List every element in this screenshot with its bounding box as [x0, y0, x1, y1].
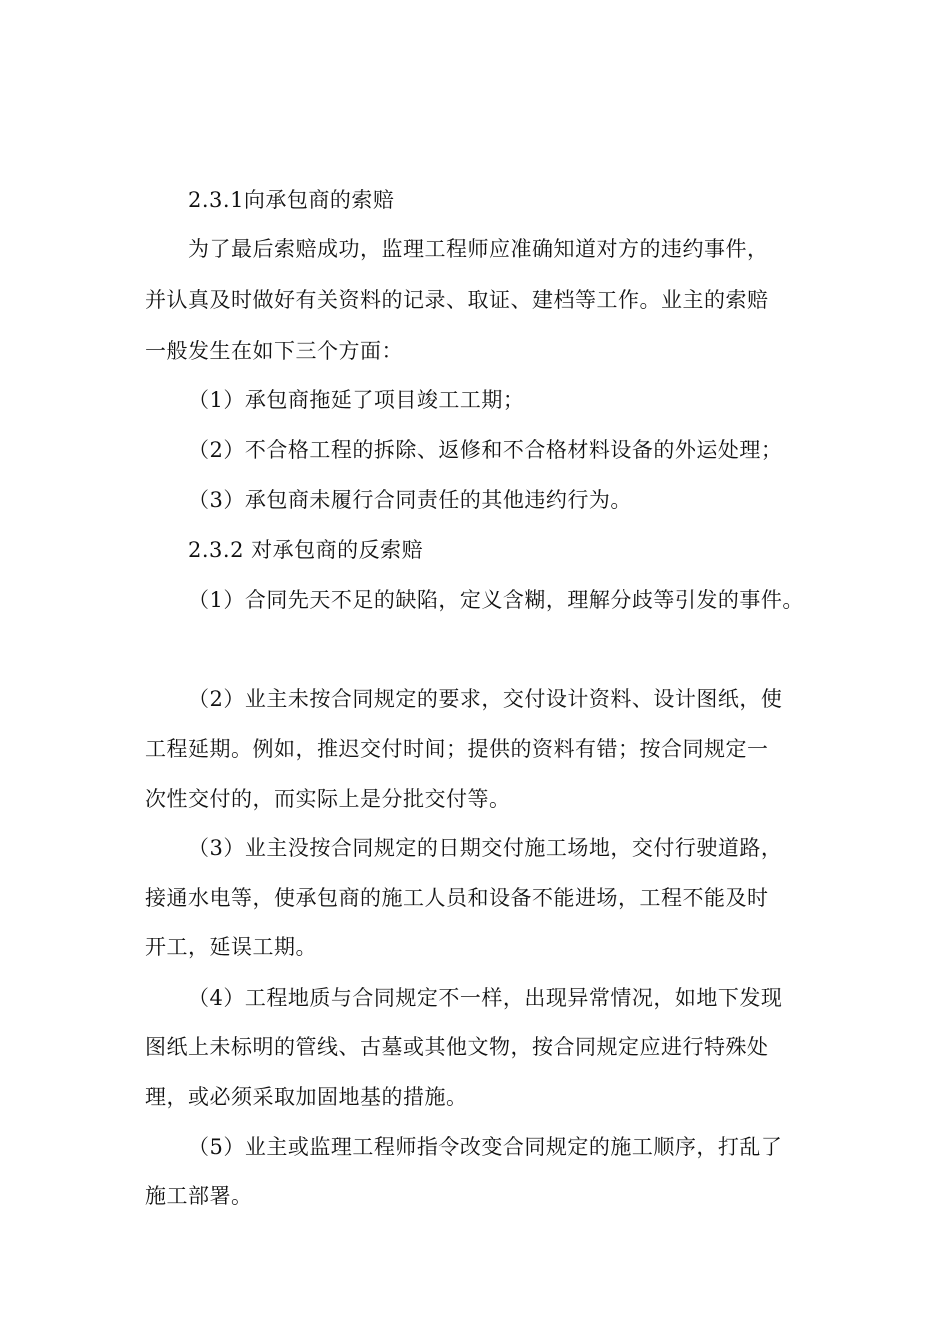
paragraph-line: 图纸上未标明的管线、古墓或其他文物，按合同规定应进行特殊处	[145, 1035, 769, 1059]
list-item: （2）业主未按合同规定的要求，交付设计资料、设计图纸，使	[188, 687, 783, 711]
paragraph-line: 理，或必须采取加固地基的措施。	[145, 1085, 468, 1109]
paragraph-line: 工程延期。例如，推迟交付时间；提供的资料有错；按合同规定一	[145, 737, 769, 761]
list-item: （2）不合格工程的拆除、返修和不合格材料设备的外运处理；	[188, 438, 783, 462]
list-item: （5）业主或监理工程师指令改变合同规定的施工顺序，打乱了	[188, 1135, 783, 1159]
list-item: （3）业主没按合同规定的日期交付施工场地，交付行驶道路，	[188, 836, 783, 860]
list-item: （4）工程地质与合同规定不一样，出现异常情况，如地下发现	[188, 986, 783, 1010]
list-item: （3）承包商未履行合同责任的其他违约行为。	[188, 488, 632, 512]
paragraph-line: 一般发生在如下三个方面：	[145, 339, 403, 363]
list-item: （1）合同先天不足的缺陷，定义含糊，理解分歧等引发的事件。	[188, 588, 804, 612]
section-heading-2-3-2: 2.3.2 对承包商的反索赔	[188, 538, 424, 562]
paragraph-line: 施工部署。	[145, 1184, 253, 1208]
list-item: （1）承包商拖延了项目竣工工期；	[188, 388, 525, 412]
paragraph-line: 并认真及时做好有关资料的记录、取证、建档等工作。业主的索赔	[145, 288, 769, 312]
paragraph-line: 接通水电等，使承包商的施工人员和设备不能进场，工程不能及时	[145, 886, 769, 910]
paragraph-line: 为了最后索赔成功，监理工程师应准确知道对方的违约事件，	[188, 237, 769, 261]
paragraph-line: 开工，延误工期。	[145, 935, 317, 959]
section-heading-2-3-1: 2.3.1向承包商的索赔	[188, 188, 395, 212]
paragraph-line: 次性交付的，而实际上是分批交付等。	[145, 787, 511, 811]
